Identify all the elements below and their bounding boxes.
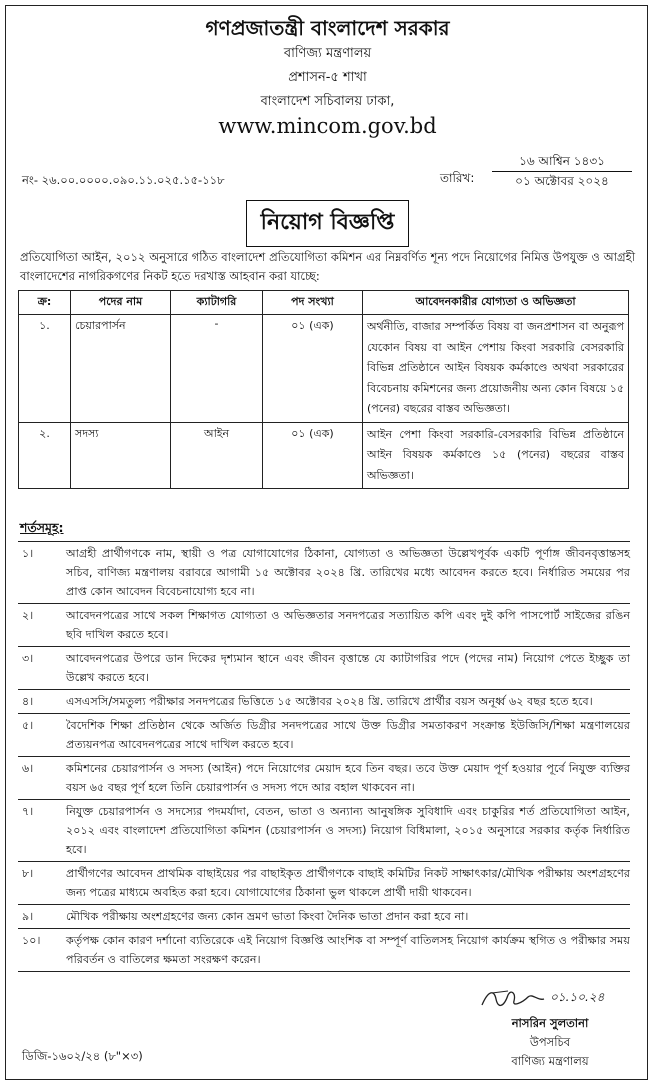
term-text: কমিশনের চেয়ারপার্সন ও সদস্য (আইন) পদে নিয়োগের মেয়াদ হবে তিন বছর। তবে উক্ত মেয়াদ পূর্ণ হওয়ার পূর্বে নিযুক্ত ব্যক্তির বয়স ৬৫ বছর পূর্ণ হলে তিনি চেয়ারপার্সন ও সদস্য পদে আর বহাল থাকবেন না। (66, 762, 630, 794)
memo-number: নং- ২৬.০০.০০০০.০৯০.১১.০২৫.১৫-১১৮ (22, 173, 225, 187)
date-box (492, 152, 632, 191)
term-text: আবেদনপত্রের সাথে সকল শিক্ষাগত যোগ্যতা ও অভিজ্ঞতার সনদপত্রের সত্যায়িত কপি এবং দুই কপি পাসপোর্ট সাইজের রঙিন ছবি দাখিল করতে হবে। (66, 609, 630, 641)
term-text: এসএসসি/সমতুল্য পরীক্ষার সনদপত্রের ভিত্তিতে ১৫ অক্টোবর ২০২৪ খ্রি. তারিখে প্রার্থীর বয়স অনূর্ধ্ব ৬২ বছর হতে হবে। (66, 695, 593, 708)
header-serial: ক্র: (19, 291, 71, 315)
term-text: আগ্রহী প্রার্থীগণকে নাম, স্থায়ী ও পত্র যোগাযোগের ঠিকানা, যোগ্যতা ও অভিজ্ঞতা উল্লেখপূর্বক একটি পূর্ণাঙ্গ জীবনবৃত্তান্তসহ সচিব, বাণিজ্য মন্ত্রণালয় বরাবরে আগামী ১৫ অক্টোবর ২০২৪ খ্রি. তারিখের মধ্যে আবেদন করতে হবে। নির্ধারিত সময়ের পর প্রাপ্ত কোন আবেদন বিবেচনাযোগ্য হবে না। (66, 547, 630, 598)
date-label: তারিখ: (440, 171, 475, 185)
website-link[interactable]: www.mincom.gov.bd (218, 114, 437, 138)
list-item (18, 928, 630, 972)
signature-date: ০১.১০.২৪ (550, 990, 605, 1004)
ministry-name: বাণিজ্য মন্ত্রণালয় (283, 46, 372, 61)
term-number: ৭। (22, 805, 34, 818)
row-qualification: আইন পেশা কিংবা সরকারি-বেসরকারি বিভিন্ন প্রতিষ্ঠানে আইন বিষয়ক কর্মকাণ্ডে ১৫ (পনের) বছরের বাস্তব অভিজ্ঞতা। (363, 422, 629, 489)
term-number: ২। (22, 609, 34, 622)
date-english: ০১ অক্টোবর ২০২৪ (515, 174, 609, 188)
header-qualification: আবেদনকারীর যোগ্যতা ও অভিজ্ঞতা (363, 291, 629, 315)
header-category: ক্যাটাগরি (171, 291, 263, 315)
row-serial: ২. (19, 422, 71, 489)
row-serial: ১. (19, 315, 71, 423)
table-row (19, 422, 629, 489)
signatory-block (470, 1014, 630, 1071)
list-item (18, 904, 630, 928)
government-name: গণপ্রজাতন্ত্রী বাংলাদেশ সরকার (205, 16, 450, 40)
row-category: আইন (171, 422, 263, 489)
list-item (18, 799, 630, 861)
header-post: পদের নাম (71, 291, 171, 315)
term-text: প্রার্থীগণের আবেদন প্রাথমিক বাছাইয়ের পর বাছাইকৃত প্রার্থীগণকে বাছাই কমিটির নিকট সাক্ষাৎকার/মৌখিক পরীক্ষায় অংশগ্রহণের জন্য পত্রের মাধ্যমে অবহিত করা হবে। যোগাযোগের ঠিকানা ভুল থাকলে প্রার্থী দায়ী থাকবেন। (66, 867, 630, 899)
signatory-name: নাসরিন সুলতানা (511, 1016, 589, 1030)
term-text: আবেদনপত্রের উপরে ডান দিকের দৃশ্যমান স্থানে এবং জীবন বৃত্তান্তে যে ক্যাটাগরির পদে (পদের নাম) নিয়োগ পেতে ইচ্ছুক তা উল্লেখ করতে হবে। (66, 652, 630, 684)
term-text: নিযুক্ত চেয়ারপার্সন ও সদস্যের পদমর্যাদা, বেতন, ভাতা ও অন্যান্য আনুষঙ্গিক সুবিধাদি এবং চাকুরির শর্ত প্রতিযোগিতা আইন, ২০১২ এবং বাংলাদেশ প্রতিযোগিতা কমিশন (চেয়ারপার্সন ও সদস্য) নিয়োগ বিধিমালা, ২০১৫ অনুসারে সরকার কর্তৃক নির্ধারিত হবে। (66, 805, 630, 856)
term-number: ৫। (22, 719, 34, 732)
title-wrapper (0, 200, 655, 247)
office-address: বাংলাদেশ সচিবালয় ঢাকা, (260, 94, 395, 109)
term-number: ৩। (22, 652, 34, 665)
list-item (18, 861, 630, 904)
list-item (18, 603, 630, 646)
term-text: কর্তৃপক্ষ কোন কারণ দর্শানো ব্যতিরেকে এই নিয়োগ বিজ্ঞপ্তি আংশিক বা সম্পূর্ণ বাতিলসহ নিয়োগ কার্যক্রম স্থগিত ও পরীক্ষার সময় পরিবর্তন ও বাতিলের ক্ষমতা সংরক্ষণ করেন। (66, 934, 630, 966)
signatory-office: বাণিজ্য মন্ত্রণালয় (511, 1054, 589, 1068)
table-row (19, 315, 629, 423)
header-count: পদ সংখ্যা (263, 291, 363, 315)
branch-name: প্রশাসন-৫ শাখা (288, 70, 367, 85)
reference-code: ডিজি-১৬০২/২৪ (৮"×৩) (22, 1049, 143, 1063)
term-text: মৌখিক পরীক্ষায় অংশগ্রহণের জন্য কোন ভ্রমণ ভাতা কিংবা দৈনিক ভাতা প্রদান করা হবে না। (66, 910, 469, 923)
list-item (18, 541, 630, 603)
row-count: ০১ (এক) (263, 422, 363, 489)
list-item (18, 713, 630, 756)
term-number: ৯। (22, 910, 34, 923)
row-count: ০১ (এক) (263, 315, 363, 423)
list-item (18, 646, 630, 689)
term-number: ১০। (22, 934, 41, 947)
signatory-designation: উপসচিব (529, 1035, 571, 1049)
intro-paragraph: প্রতিযোগিতা আইন, ২০১২ অনুসারে গঠিত বাংলাদেশ প্রতিযোগিতা কমিশন এর নিম্নবর্ণিত শূন্য পদে নিয়োগের নিমিত্ত উপযুক্ত ও আগ্রহী বাংলাদেশের নাগরিকগণের নিকট হতে দরখাস্ত আহবান করা যাচ্ছে: (20, 250, 635, 283)
term-number: ১। (22, 547, 34, 560)
term-number: ৪। (22, 695, 34, 708)
list-item (18, 756, 630, 799)
term-text: বৈদেশিক শিক্ষা প্রতিষ্ঠান থেকে অর্জিত ডিগ্রীর সনদপত্রের সাথে উক্ত ডিগ্রীর সমতাকরণ সংক্রান্ত ইউজিসি/শিক্ষা মন্ত্রণালয়ের প্রত্যয়নপত্র আবেদনপত্রের সাথে দাখিল করতে হবে। (66, 719, 630, 751)
term-number: ৬। (22, 762, 34, 775)
row-post: চেয়ারপার্সন (71, 315, 171, 423)
terms-heading: শর্তসমূহ: (20, 520, 64, 535)
term-number: ৮। (22, 867, 34, 880)
terms-list (18, 541, 630, 972)
posts-table (18, 290, 629, 489)
row-post: সদস্য (71, 422, 171, 489)
notice-title: নিয়োগ বিজ্ঞপ্তি (246, 200, 410, 247)
table-header-row (19, 291, 629, 315)
row-category: - (171, 315, 263, 423)
list-item (18, 689, 630, 713)
row-qualification: অর্থনীতি, বাজার সম্পর্কিত বিষয় বা জনপ্রশাসন বা অনুরূপ যেকোন বিষয় বা আইন পেশায় কিংবা সরকারি বেসরকারি বিভিন্ন প্রতিষ্ঠানে আইন বিষয়ক কর্মকাণ্ডে অথবা সরকারের বিবেচনায় কমিশনের জন্য প্রয়োজনীয় অন্য কোন বিষয়ে ১৫ (পনের) বছরের বাস্তব অভিজ্ঞতা। (363, 315, 629, 423)
date-bangla: ১৬ আশ্বিন ১৪৩১ (492, 152, 632, 172)
